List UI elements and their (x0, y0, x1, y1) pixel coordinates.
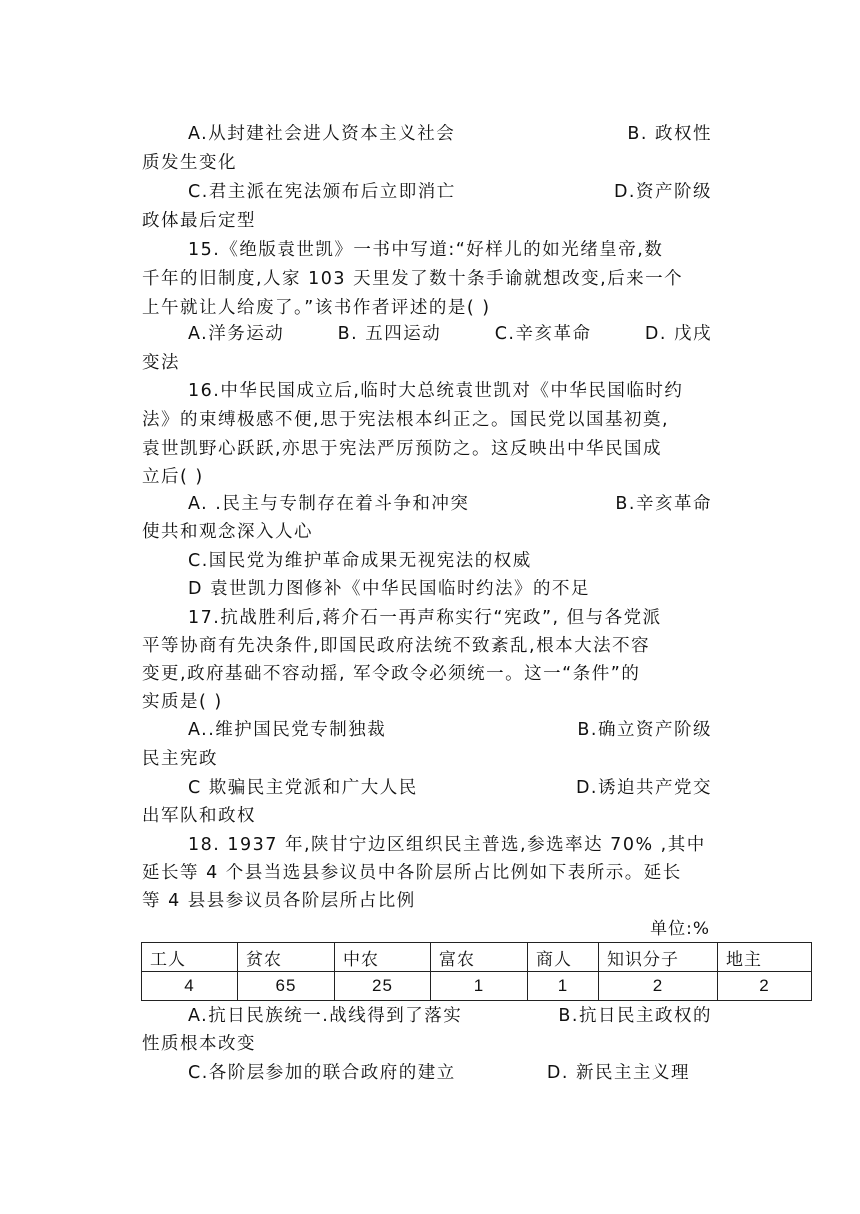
option-b: B.辛亥革命 (615, 494, 712, 514)
table-header-cell: 知识分子 (599, 943, 718, 972)
option-c: C.各阶层参加的联合政府的建立 (188, 1063, 456, 1083)
table-header-cell: 中农 (335, 943, 431, 972)
option-d: D. 戊戌 (644, 324, 712, 344)
option-c: C 欺骗民主党派和广大人民 (188, 778, 418, 798)
option-line (188, 1059, 690, 1088)
option-a: A.从封建社会进人资本主义社会 (188, 124, 456, 144)
option-continuation: 政体最后定型 (142, 211, 256, 231)
table-cell: 2 (599, 972, 718, 1001)
question-17-text: 17.抗战胜利后,蒋介石一再声称实行“宪政”, 但与各党派 (188, 608, 662, 628)
question-16-text: 袁世凯野心跃跃,亦思于宪法严厉预防之。这反映出中华民国成 (142, 439, 663, 459)
table-cell: 65 (238, 972, 335, 1001)
option-d: D 袁世凯力图修补《中华民国临时约法》的不足 (188, 579, 591, 599)
question-18-text: 等 4 县县参议员各阶层所占比例 (142, 891, 416, 911)
question-15-text: 千年的旧制度,人家 103 天里发了数十条手谕就想改变,后来一个 (142, 269, 684, 289)
option-continuation: 质发生变化 (142, 153, 237, 173)
option-c: C.国民党为维护革命成果无视宪法的权威 (188, 551, 532, 571)
option-line (188, 178, 712, 207)
table-header-cell: 商人 (528, 943, 599, 972)
table-header-row (142, 943, 812, 972)
question-15-text: 上午就让人给废了。”该书作者评述的是( ) (142, 298, 491, 318)
table-unit-label: 单位:% (650, 919, 710, 939)
option-line (188, 320, 712, 349)
option-a: A.洋务运动 (188, 324, 285, 344)
option-continuation: 性质根本改变 (142, 1034, 256, 1054)
option-line (188, 120, 712, 149)
option-b: B.抗日民主政权的 (558, 1006, 712, 1026)
option-c: C.辛亥革命 (494, 324, 592, 344)
table-cell: 1 (431, 972, 528, 1001)
table-cell: 2 (718, 972, 812, 1001)
question-18-text: 延长等 4 个县当选县参议员中各阶层所占比例如下表所示。延长 (142, 863, 682, 883)
question-17-text: 变更,政府基础不容动摇, 军令政令必须统一。这一“条件”的 (142, 664, 641, 684)
question-17-text: 平等协商有先决条件,即国民政府法统不致紊乱,根本大法不容 (142, 636, 651, 656)
option-c: C.君主派在宪法颁布后立即消亡 (188, 182, 456, 202)
option-d: D. 新民主主义理 (546, 1063, 690, 1083)
question-18-text: 18. 1937 年,陕甘宁边区组织民主普选,参选率达 70% ,其中 (188, 835, 706, 855)
option-continuation: 出军队和政权 (142, 806, 256, 826)
option-a: A..维护国民党专制独裁 (188, 720, 387, 740)
table-cell: 1 (528, 972, 599, 1001)
table-cell: 4 (142, 972, 238, 1001)
question-16-text: 16.中华民国成立后,临时大总统袁世凯对《中华民国临时约 (188, 381, 684, 401)
table-header-cell: 贫农 (238, 943, 335, 972)
table-header-cell: 工人 (142, 943, 238, 972)
option-line (188, 716, 712, 745)
option-b: B. 政权性 (627, 124, 712, 144)
option-continuation: 使共和观念深入人心 (142, 522, 313, 542)
option-b: B.确立资产阶级 (577, 720, 712, 740)
option-a: A. .民主与专制存在着斗争和冲突 (188, 494, 470, 514)
table-header-cell: 地主 (718, 943, 812, 972)
table-cell: 25 (335, 972, 431, 1001)
option-b: B. 五四运动 (337, 324, 442, 344)
question-16-text: 立后( ) (142, 467, 204, 487)
option-d: D.资产阶级 (613, 182, 712, 202)
option-d: D.诱迫共产党交 (575, 778, 712, 798)
table-header-cell: 富农 (431, 943, 528, 972)
option-line (188, 490, 712, 519)
question-17-text: 实质是( ) (142, 692, 223, 712)
option-continuation: 变法 (142, 353, 180, 373)
option-a: A.抗日民族统一.战线得到了落实 (188, 1006, 463, 1026)
option-line (188, 774, 712, 803)
option-line (188, 1002, 712, 1031)
data-table (141, 942, 812, 1001)
question-15-text: 15.《绝版袁世凯》一书中写道:“好样儿的如光绪皇帝,数 (188, 240, 664, 260)
question-16-text: 法》的束缚极感不便,思于宪法根本纠正之。国民党以国基初奠, (142, 410, 670, 430)
table-row (142, 972, 812, 1001)
option-continuation: 民主宪政 (142, 749, 218, 769)
